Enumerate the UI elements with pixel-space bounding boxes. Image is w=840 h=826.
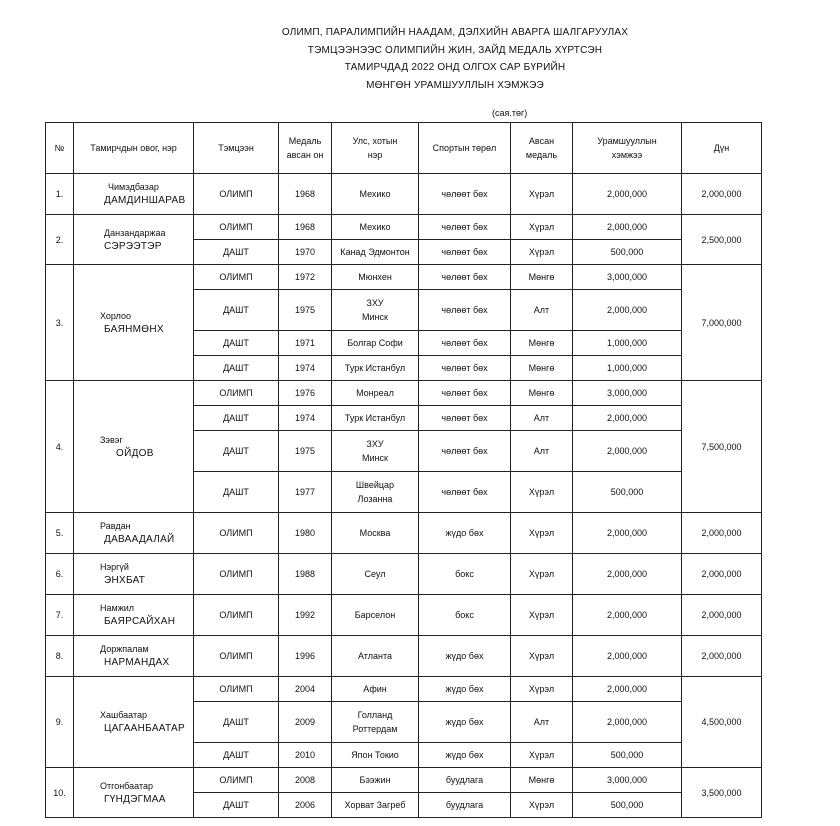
year-cell: 1988 xyxy=(279,554,332,595)
year-cell: 2008 xyxy=(279,768,332,793)
athlete-family-name: БАЯРСАЙХАН xyxy=(104,616,176,627)
athlete-given-name: Хорлоо xyxy=(100,310,131,321)
year-cell: 1976 xyxy=(279,381,332,406)
place-cell xyxy=(332,174,419,215)
sport-cell: буудлага xyxy=(419,793,511,818)
header-year: Медаль авсан он xyxy=(279,123,332,174)
event-cell: ДАШТ xyxy=(194,331,279,356)
reward-cell: 500,000 xyxy=(573,793,682,818)
place-cell xyxy=(332,702,419,743)
medal-cell: Алт xyxy=(511,290,573,331)
reward-cell: 3,000,000 xyxy=(573,381,682,406)
reward-cell: 2,000,000 xyxy=(573,513,682,554)
table-row xyxy=(46,636,762,677)
event-cell: ДАШТ xyxy=(194,743,279,768)
reward-cell: 3,000,000 xyxy=(573,768,682,793)
place-line-2: Лозанна xyxy=(357,494,393,504)
athlete-family-name: БАЯНМӨНХ xyxy=(104,323,164,335)
sport-cell: чөлөөт бөх xyxy=(419,240,511,265)
event-cell: ОЛИМП xyxy=(194,677,279,702)
place-cell xyxy=(332,240,419,265)
place-cell xyxy=(332,381,419,406)
table-row xyxy=(46,381,762,406)
place-cell xyxy=(332,290,419,331)
table-row xyxy=(46,174,762,215)
sport-cell: бокс xyxy=(419,554,511,595)
place-cell xyxy=(332,513,419,554)
place-line-1: Афин xyxy=(363,684,387,694)
place-line-1: Япон Токио xyxy=(351,750,399,760)
place-cell xyxy=(332,793,419,818)
event-cell: ДАШТ xyxy=(194,793,279,818)
athlete-given-name: Нэргүй xyxy=(100,562,129,572)
row-number: 9. xyxy=(46,677,74,768)
medal-cell: Алт xyxy=(511,406,573,431)
year-cell: 2010 xyxy=(279,743,332,768)
place-line-1: Швейцар xyxy=(355,480,395,490)
athlete-name xyxy=(74,265,194,381)
header-name: Тамирчдын овог, нэр xyxy=(74,123,194,174)
reward-cell: 2,000,000 xyxy=(573,595,682,636)
athlete-family-name: ЭНХБАТ xyxy=(104,575,146,586)
table-row xyxy=(46,677,762,702)
total-cell: 2,000,000 xyxy=(682,174,762,215)
table-row xyxy=(46,513,762,554)
place-line-1: Москва xyxy=(359,528,391,538)
athlete-given-name: Намжил xyxy=(100,603,134,613)
sport-cell: чөлөөт бөх xyxy=(419,290,511,331)
athlete-name xyxy=(74,215,194,265)
place-line-1: Хорват Загреб xyxy=(344,800,406,810)
row-number: 5. xyxy=(46,513,74,554)
place-line-1: Турк Истанбул xyxy=(344,413,406,423)
place-cell xyxy=(332,331,419,356)
medal-cell: Мөнгө xyxy=(511,331,573,356)
place-cell xyxy=(332,554,419,595)
athlete-given-name: Чимэдбазар xyxy=(108,182,159,192)
place-cell xyxy=(332,677,419,702)
sport-cell: чөлөөт бөх xyxy=(419,431,511,472)
document-title xyxy=(160,24,750,94)
place-line-1: Атланта xyxy=(358,651,392,661)
reward-cell: 2,000,000 xyxy=(573,431,682,472)
athlete-family-name: ГҮНДЭГМАА xyxy=(104,793,166,805)
medal-cell: Мөнгө xyxy=(511,768,573,793)
place-line-1: ЗХУ xyxy=(366,298,384,308)
total-cell: 7,000,000 xyxy=(682,265,762,381)
medal-cell: Хүрэл xyxy=(511,595,573,636)
place-line-1: Турк Истанбул xyxy=(344,363,406,373)
place-line-1: Мехико xyxy=(359,189,391,199)
total-cell: 2,000,000 xyxy=(682,636,762,677)
athlete-given-name: Отгонбаатар xyxy=(100,780,153,791)
medal-cell: Хүрэл xyxy=(511,743,573,768)
athlete-name xyxy=(74,174,194,215)
year-cell: 1974 xyxy=(279,406,332,431)
year-cell: 1970 xyxy=(279,240,332,265)
medal-cell: Хүрэл xyxy=(511,215,573,240)
event-cell: ДАШТ xyxy=(194,702,279,743)
event-cell: ДАШТ xyxy=(194,356,279,381)
header-place: Улс, хотын нэр xyxy=(332,123,419,174)
sport-cell: жүдо бөх xyxy=(419,677,511,702)
event-cell: ДАШТ xyxy=(194,240,279,265)
event-cell: ОЛИМП xyxy=(194,215,279,240)
place-cell xyxy=(332,265,419,290)
reward-cell: 2,000,000 xyxy=(573,636,682,677)
reward-cell: 2,000,000 xyxy=(573,702,682,743)
total-cell: 2,500,000 xyxy=(682,215,762,265)
athlete-family-name: ДАМДИНШАРАВ xyxy=(104,195,186,206)
year-cell: 1968 xyxy=(279,174,332,215)
row-number: 10. xyxy=(46,768,74,818)
event-cell: ДАШТ xyxy=(194,290,279,331)
sport-cell: чөлөөт бөх xyxy=(419,265,511,290)
table-row xyxy=(46,554,762,595)
reward-cell: 2,000,000 xyxy=(573,215,682,240)
header-sport: Спортын төрөл xyxy=(419,123,511,174)
place-line-1: Канад Эдмонтон xyxy=(340,247,410,257)
title-line-1: ОЛИМП, ПАРАЛИМПИЙН НААДАМ, ДЭЛХИЙН АВАРГА ШАЛГАРУУЛАХ xyxy=(281,27,629,38)
medal-cell: Алт xyxy=(511,702,573,743)
athlete-name xyxy=(74,554,194,595)
reward-cell: 1,000,000 xyxy=(573,331,682,356)
reward-cell: 3,000,000 xyxy=(573,265,682,290)
place-line-1: Сеул xyxy=(364,569,386,579)
place-line-1: Болгар Софи xyxy=(347,338,403,348)
year-cell: 1972 xyxy=(279,265,332,290)
athlete-name xyxy=(74,513,194,554)
athlete-family-name: ОЙДОВ xyxy=(116,447,154,459)
year-cell: 1975 xyxy=(279,431,332,472)
medal-cell: Хүрэл xyxy=(511,513,573,554)
year-cell: 2009 xyxy=(279,702,332,743)
reward-cell: 500,000 xyxy=(573,472,682,513)
header-total: Дүн xyxy=(682,123,762,174)
athlete-name xyxy=(74,381,194,513)
athlete-name xyxy=(74,636,194,677)
sport-cell: чөлөөт бөх xyxy=(419,356,511,381)
row-number: 1. xyxy=(46,174,74,215)
place-line-2: Роттердам xyxy=(352,724,398,734)
year-cell: 1977 xyxy=(279,472,332,513)
total-cell: 3,500,000 xyxy=(682,768,762,818)
year-cell: 1971 xyxy=(279,331,332,356)
sport-cell: жүдо бөх xyxy=(419,513,511,554)
medal-cell: Мөнгө xyxy=(511,265,573,290)
table-row xyxy=(46,265,762,290)
year-cell: 1980 xyxy=(279,513,332,554)
place-line-1: ЗХУ xyxy=(366,439,384,449)
header-event: Тэмцээн xyxy=(194,123,279,174)
sport-cell: буудлага xyxy=(419,768,511,793)
place-cell xyxy=(332,215,419,240)
row-number: 3. xyxy=(46,265,74,381)
place-line-1: Монреал xyxy=(356,388,394,398)
place-line-1: Мюнхен xyxy=(358,272,392,282)
sport-cell: чөлөөт бөх xyxy=(419,331,511,356)
sport-cell: бокс xyxy=(419,595,511,636)
title-line-4: МӨНГӨН УРАМШУУЛЛЫН ХЭМЖЭЭ xyxy=(366,79,544,91)
medal-cell: Хүрэл xyxy=(511,677,573,702)
athlete-name xyxy=(74,595,194,636)
header-reward: Урамшууллын хэмжээ xyxy=(573,123,682,174)
table-body xyxy=(46,174,762,818)
event-cell: ОЛИМП xyxy=(194,381,279,406)
medal-cell: Алт xyxy=(511,431,573,472)
title-line-3: ТАМИРЧДАД 2022 ОНД ОЛГОХ САР БҮРИЙН xyxy=(344,62,566,73)
sport-cell: жүдо бөх xyxy=(419,743,511,768)
place-line-1: Бээжин xyxy=(359,775,391,785)
row-number: 6. xyxy=(46,554,74,595)
medal-cell: Хүрэл xyxy=(511,240,573,265)
sport-cell: чөлөөт бөх xyxy=(419,381,511,406)
medal-cell: Хүрэл xyxy=(511,554,573,595)
row-number: 7. xyxy=(46,595,74,636)
medal-cell: Мөнгө xyxy=(511,381,573,406)
athlete-name xyxy=(74,677,194,768)
place-cell xyxy=(332,356,419,381)
total-cell: 2,000,000 xyxy=(682,595,762,636)
medal-cell: Хүрэл xyxy=(511,174,573,215)
unit-note: (сая.төг) xyxy=(492,108,528,118)
row-number: 4. xyxy=(46,381,74,513)
event-cell: ОЛИМП xyxy=(194,595,279,636)
reward-cell: 2,000,000 xyxy=(573,290,682,331)
table-row xyxy=(46,768,762,793)
reward-cell: 2,000,000 xyxy=(573,677,682,702)
year-cell: 1992 xyxy=(279,595,332,636)
event-cell: ОЛИМП xyxy=(194,636,279,677)
reward-cell: 500,000 xyxy=(573,240,682,265)
athlete-given-name: Зэвэг xyxy=(100,434,123,445)
event-cell: ДАШТ xyxy=(194,431,279,472)
reward-cell: 2,000,000 xyxy=(573,174,682,215)
place-cell xyxy=(332,768,419,793)
medal-cell: Хүрэл xyxy=(511,472,573,513)
table-row xyxy=(46,215,762,240)
event-cell: ДАШТ xyxy=(194,406,279,431)
event-cell: ОЛИМП xyxy=(194,768,279,793)
athlete-given-name: Хашбаатар xyxy=(100,710,148,720)
total-cell: 7,500,000 xyxy=(682,381,762,513)
medal-cell: Мөнгө xyxy=(511,356,573,381)
total-cell: 2,000,000 xyxy=(682,554,762,595)
table-row xyxy=(46,595,762,636)
header-no: № xyxy=(46,123,74,174)
reward-cell: 500,000 xyxy=(573,743,682,768)
sport-cell: жүдо бөх xyxy=(419,702,511,743)
medal-cell: Хүрэл xyxy=(511,636,573,677)
sport-cell: жүдо бөх xyxy=(419,636,511,677)
year-cell: 1975 xyxy=(279,290,332,331)
athlete-family-name: СЭРЭЭТЭР xyxy=(104,240,162,252)
athlete-family-name: ДАВААДАЛАЙ xyxy=(104,534,175,545)
total-cell: 2,000,000 xyxy=(682,513,762,554)
place-line-1: Барселон xyxy=(354,610,396,620)
year-cell: 2004 xyxy=(279,677,332,702)
reward-table xyxy=(45,122,762,818)
place-line-1: Голланд xyxy=(357,710,393,720)
athlete-name xyxy=(74,768,194,818)
header-medal: Авсан медаль xyxy=(511,123,573,174)
sport-cell: чөлөөт бөх xyxy=(419,472,511,513)
place-line-1: Мехико xyxy=(359,222,391,232)
event-cell: ОЛИМП xyxy=(194,513,279,554)
event-cell: ОЛИМП xyxy=(194,265,279,290)
place-line-2: Минск xyxy=(362,312,388,322)
event-cell: ОЛИМП xyxy=(194,554,279,595)
place-cell xyxy=(332,431,419,472)
year-cell: 2006 xyxy=(279,793,332,818)
athlete-given-name: Доржпалам xyxy=(100,644,149,654)
athlete-given-name: Равдан xyxy=(100,521,131,531)
row-number: 8. xyxy=(46,636,74,677)
row-number: 2. xyxy=(46,215,74,265)
place-cell xyxy=(332,472,419,513)
sport-cell: чөлөөт бөх xyxy=(419,174,511,215)
title-line-2: ТЭМЦЭЭНЭЭС ОЛИМПИЙН ЖИН, ЗАЙД МЕДАЛЬ ХҮРТСЭН xyxy=(307,44,603,56)
header-row xyxy=(46,123,762,174)
place-cell xyxy=(332,743,419,768)
reward-cell: 1,000,000 xyxy=(573,356,682,381)
total-cell: 4,500,000 xyxy=(682,677,762,768)
sport-cell: чөлөөт бөх xyxy=(419,215,511,240)
place-cell xyxy=(332,636,419,677)
place-cell xyxy=(332,595,419,636)
year-cell: 1996 xyxy=(279,636,332,677)
reward-cell: 2,000,000 xyxy=(573,554,682,595)
athlete-family-name: ЦАГААНБААТАР xyxy=(104,723,185,734)
event-cell: ОЛИМП xyxy=(194,174,279,215)
medal-cell: Хүрэл xyxy=(511,793,573,818)
athlete-given-name: Данзандаржаа xyxy=(104,227,166,238)
place-cell xyxy=(332,406,419,431)
place-line-2: Минск xyxy=(362,453,388,463)
sport-cell: чөлөөт бөх xyxy=(419,406,511,431)
year-cell: 1968 xyxy=(279,215,332,240)
event-cell: ДАШТ xyxy=(194,472,279,513)
athlete-family-name: НАРМАНДАХ xyxy=(104,657,170,668)
year-cell: 1974 xyxy=(279,356,332,381)
reward-cell: 2,000,000 xyxy=(573,406,682,431)
